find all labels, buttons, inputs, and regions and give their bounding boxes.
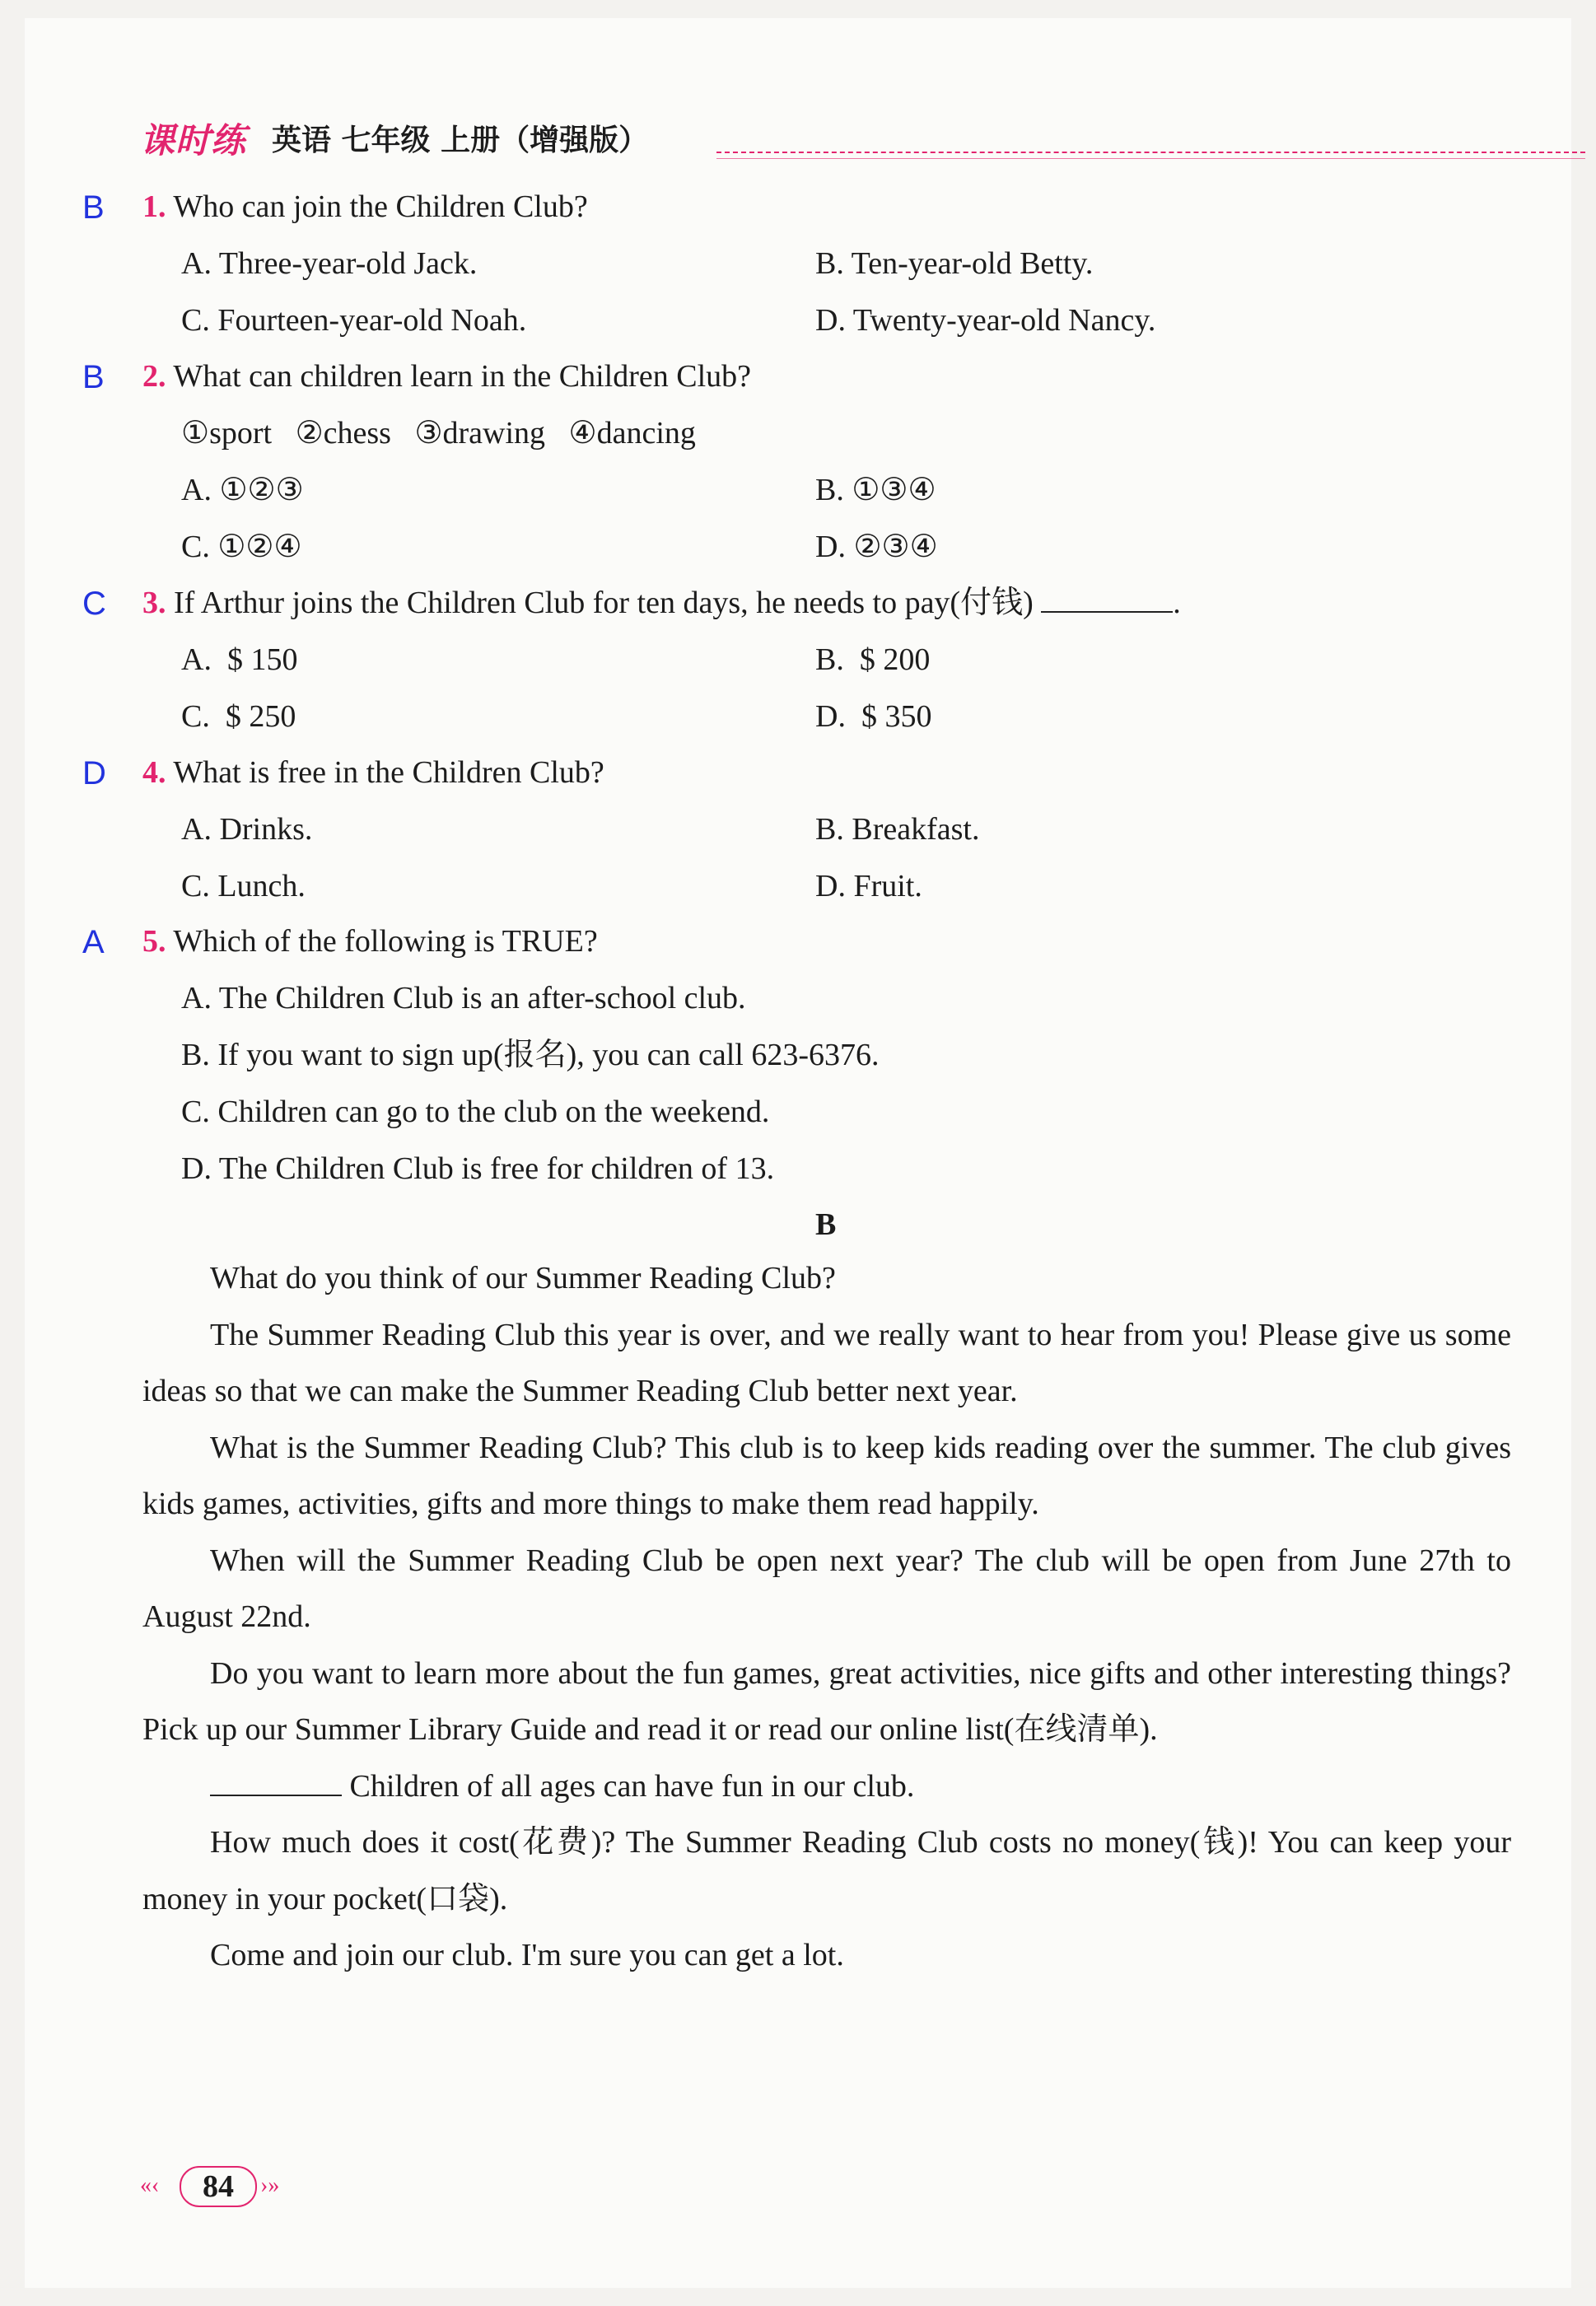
option: D. The Children Club is free for children of 13. [181,1151,775,1186]
paragraph [142,1758,1511,1815]
answer-mark: B [82,359,105,395]
answer-mark: B [82,189,105,226]
page-number-badge [140,2166,288,2207]
paragraph [142,1250,1511,1307]
option: A. Three-year-old Jack. [181,246,478,281]
paragraph [142,1645,1511,1758]
question-stem: 3. If Arthur joins the Children Club for ten days, he needs to pay(付钱) . [142,586,1181,620]
question-number: 5. [142,924,166,959]
paragraph [142,1533,1511,1645]
question-stem [142,922,598,960]
option: C. Lunch. [181,869,306,903]
page-number: 84 [180,2166,257,2207]
option: D. Fruit. [815,869,922,903]
question-stem [142,754,604,791]
option: B. ①③④ [815,473,936,507]
question-text: What is free in the Children Club? [173,755,604,790]
question-number: 1. [142,189,166,224]
question-number: 3. [142,586,166,620]
option: C. Children can go to the club on the weekend. [181,1095,770,1129]
question-text: If Arthur joins the Children Club for ten days, he needs to pay(付钱) [174,586,1034,620]
page-header [140,114,1585,163]
option: C. $ 250 [181,699,296,734]
option: B. If you want to sign up(报名), you can call 623-6376. [181,1038,880,1072]
paragraph [142,1420,1511,1533]
option: A. $ 150 [181,642,298,677]
paragraph-text: What do you think of our Summer Reading Club? [210,1261,836,1295]
paragraph [142,1814,1511,1927]
right-chevrons-icon: ›» [260,2173,280,2198]
brand-logo: 课时练 [140,120,247,161]
paragraph-text: Children of all ages can have fun in our club. [342,1768,915,1804]
option: A. Drinks. [181,812,313,847]
option: D. ②③④ [815,530,938,564]
option: B. Ten-year-old Betty. [815,246,1094,281]
paragraph-text: What is the Summer Reading Club? This club is to keep kids reading over the summer. The club gives kids games, activities, gifts and more things to make them read happily. [142,1430,1511,1521]
answer-blank [210,1772,342,1796]
answer-mark: A [82,924,105,960]
question-text: Who can join the Children Club? [173,189,588,224]
left-chevrons-icon: «‹ [140,2173,160,2198]
answer-mark: D [82,755,106,791]
question-text: Which of the following is TRUE? [173,924,598,959]
option: A. The Children Club is an after-school club. [181,981,746,1015]
paragraph-text: When will the Summer Reading Club be open next year? The club will be open from June 27th to August 22nd. [142,1543,1511,1634]
paragraph-text: Do you want to learn more about the fun games, great activities, nice gifts and other interesting things? Pick up our Summer Library Guide and read it or read our online list(在线清单). [142,1655,1511,1747]
question-stem [142,188,588,226]
option: D. Twenty-year-old Nancy. [815,303,1156,338]
answer-mark: C [82,586,106,622]
question-text: What can children learn in the Children Club? [173,359,752,394]
answer-blank [1041,588,1173,613]
option: B. $ 200 [815,642,931,677]
option: D. $ 350 [815,699,932,734]
paragraph [142,1307,1511,1420]
section-heading: B [815,1207,837,1242]
paragraph-text: Come and join our club. I'm sure you can get a lot. [210,1938,844,1972]
question-stem [142,357,751,395]
paragraph-text: How much does it cost(花费)? The Summer Reading Club costs no money(钱)! You can keep your money in your pocket(口袋). [142,1825,1511,1916]
header-title: 英语 七年级 上册（增强版） [272,124,649,157]
paragraph-text: The Summer Reading Club this year is over, and we really want to hear from you! Please give us some ideas so that we can make the Summer Reading Club better next year. [142,1317,1511,1408]
option: B. Breakfast. [815,812,980,847]
header-divider [716,152,1585,153]
option: C. Fourteen-year-old Noah. [181,303,527,338]
header-divider-thin [716,158,1585,159]
item-list: ①sport ②chess ③drawing ④dancing [181,416,696,450]
passage [142,1250,1511,1984]
question-number: 2. [142,359,166,394]
paragraph [142,1927,1511,1984]
option: A. ①②③ [181,473,304,507]
question-number: 4. [142,755,166,790]
option: C. ①②④ [181,530,302,564]
